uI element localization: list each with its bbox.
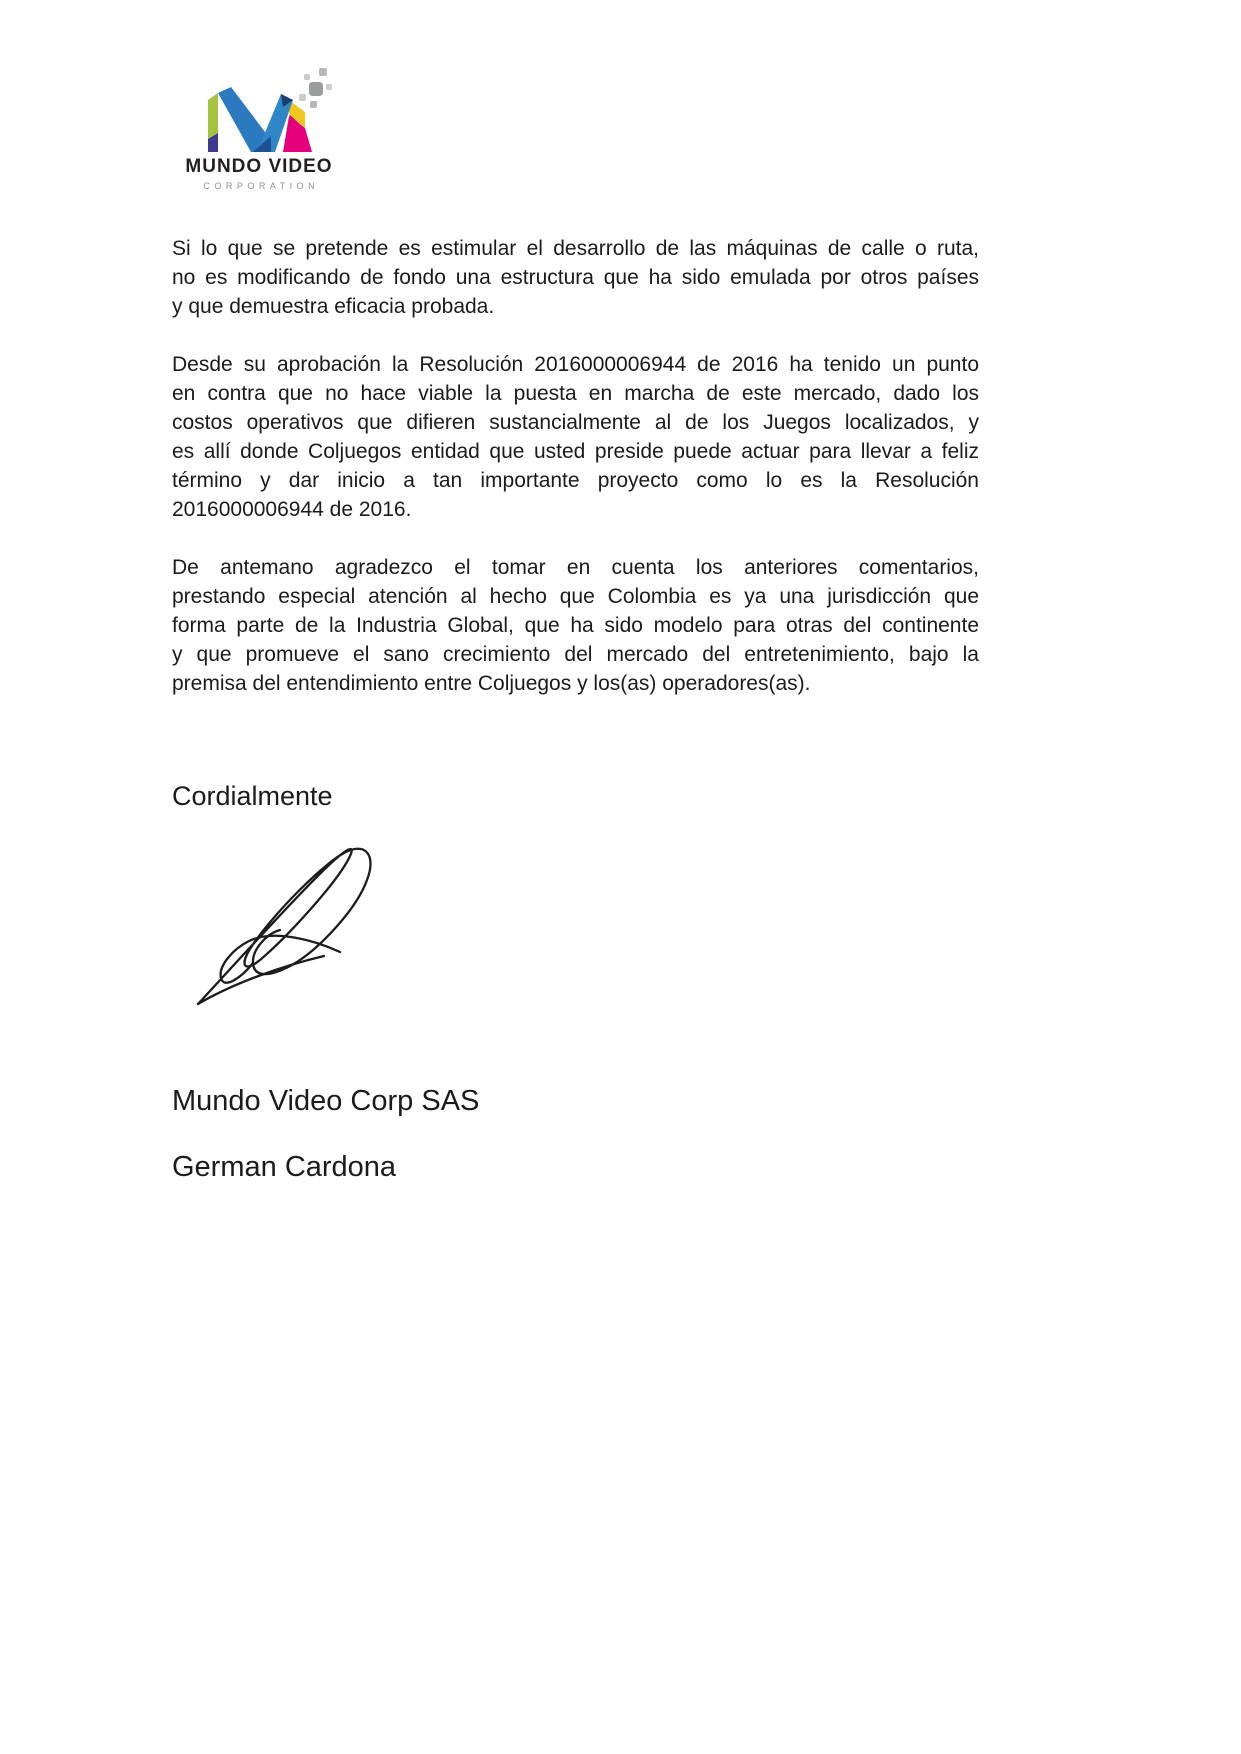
paragraph-line: Si lo que se pretende es estimular el desarrollo de las máquinas de calle o ruta,: [172, 237, 979, 260]
paragraph-line: y que promueve el sano crecimiento del mercado del entretenimiento, bajo la: [172, 643, 979, 666]
logo-corporation-text: CORPORATION: [203, 181, 320, 191]
pixel-square-icon: [304, 74, 310, 80]
paragraph-line: y que demuestra eficacia probada.: [172, 295, 495, 318]
pixel-square-icon: [299, 94, 306, 101]
company-logo: [183, 60, 335, 191]
signature-stroke: [198, 849, 371, 1004]
pixel-square-icon: [310, 101, 317, 108]
paragraph-line: premisa del entendimiento entre Coljuegos y los(as) operadores(as).: [172, 672, 811, 695]
paragraph-line: forma parte de la Industria Global, que ha sido modelo para otras del continente: [172, 614, 979, 637]
paragraph-line: prestando especial atención al hecho que Colombia es ya una jurisdicción que: [172, 585, 979, 608]
signature-handwriting: [190, 836, 385, 1011]
paragraph-line: 2016000006944 de 2016.: [172, 498, 412, 521]
paragraph-line: no es modificando de fondo una estructura que ha sido emulada por otros países: [172, 266, 979, 289]
paragraph-line: De antemano agradezco el tomar en cuenta los anteriores comentarios,: [172, 556, 979, 579]
signer-name: German Cardona: [172, 1151, 397, 1183]
paragraph-line: término y dar inicio a tan importante proyecto como lo es la Resolución: [172, 469, 979, 492]
logo-brand-text: MUNDO VIDEO: [185, 156, 333, 177]
paragraph: [172, 350, 979, 524]
logo-m-lime-face: [208, 93, 218, 139]
pixel-square-icon: [309, 82, 323, 96]
logo-m-mark: [183, 60, 335, 154]
paragraph-line: costos operativos que difieren sustancialmente al de los Juegos localizados, y: [172, 411, 979, 434]
paragraph-line: en contra que no hace viable la puesta en marcha de este mercado, dado los: [172, 382, 979, 405]
paragraph: [172, 234, 979, 321]
paragraph-line: Desde su aprobación la Resolución 2016000006944 de 2016 ha tenido un punto: [172, 353, 979, 376]
paragraph-line: es allí donde Coljuegos entidad que usted preside puede actuar para llevar a feliz: [172, 440, 979, 463]
paragraph: [172, 553, 979, 698]
closing-salutation: Cordialmente: [172, 781, 333, 811]
pixel-square-icon: [319, 68, 327, 76]
pixel-square-icon: [326, 84, 332, 90]
signature-stroke: [198, 956, 324, 1004]
letter-body: [172, 234, 979, 727]
signer-company: Mundo Video Corp SAS: [172, 1085, 480, 1117]
